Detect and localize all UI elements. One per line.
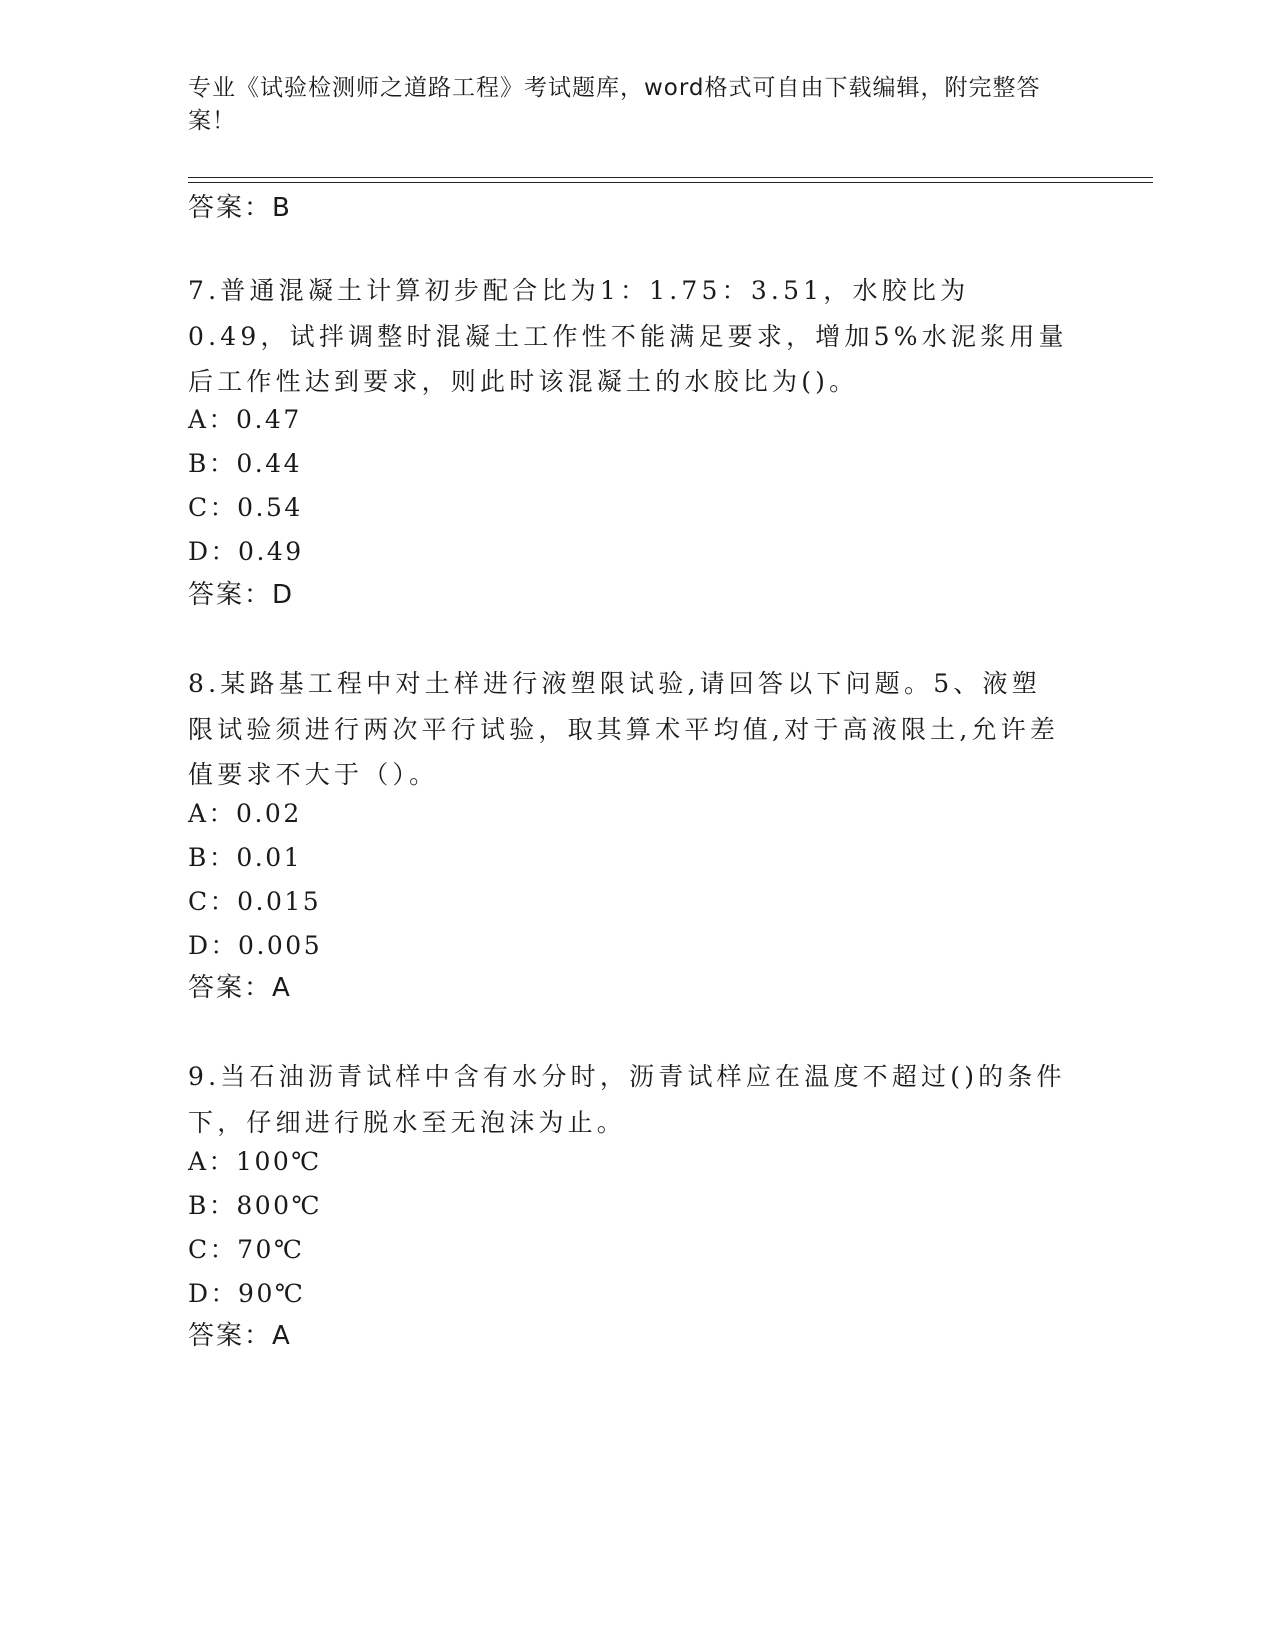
header-divider	[188, 177, 1153, 178]
question-7-option-a: A：0.47	[188, 405, 302, 434]
question-8-option-d: D：0.005	[188, 931, 323, 960]
header-divider-secondary	[188, 182, 1153, 183]
question-7-option-d: D：0.49	[188, 537, 304, 566]
question-7-option-b: B：0.44	[188, 449, 303, 478]
question-9-option-d: D：90℃	[188, 1279, 306, 1308]
question-9-answer: 答案：A	[188, 1321, 292, 1351]
question-8-answer: 答案：A	[188, 973, 292, 1003]
question-8-option-a: A：0.02	[188, 799, 302, 828]
question-9-option-a: A：100℃	[188, 1147, 322, 1176]
question-8-text: 8.某路基工程中对土样进行液塑限试验,请回答以下问题。5、液塑限试验须进行两次平行试验，取其算术平均值,对于高液限土,允许差值要求不大于（）。	[188, 669, 1060, 789]
question-7-answer: 答案：D	[188, 580, 295, 610]
question-9-text: 9.当石油沥青试样中含有水分时，沥青试样应在温度不超过()的条件下，仔细进行脱水至无泡沫为止。	[188, 1062, 1066, 1137]
question-7-option-c: C：0.54	[188, 493, 303, 522]
question-7-text: 7.普通混凝土计算初步配合比为1：1.75：3.51，水胶比为0.49，试拌调整时混凝土工作性不能满足要求，增加5%水泥浆用量后工作性达到要求，则此时该混凝土的水胶比为()。	[188, 276, 1068, 396]
question-8-option-b: B：0.01	[188, 843, 303, 872]
previous-answer: 答案：B	[188, 193, 292, 223]
question-9-option-b: B：800℃	[188, 1191, 323, 1220]
question-8-option-c: C：0.015	[188, 887, 322, 916]
question-9-option-c: C：70℃	[188, 1235, 305, 1264]
document-header: 专业《试验检测师之道路工程》考试题库，word格式可自由下载编辑，附完整答案！	[188, 75, 1041, 134]
